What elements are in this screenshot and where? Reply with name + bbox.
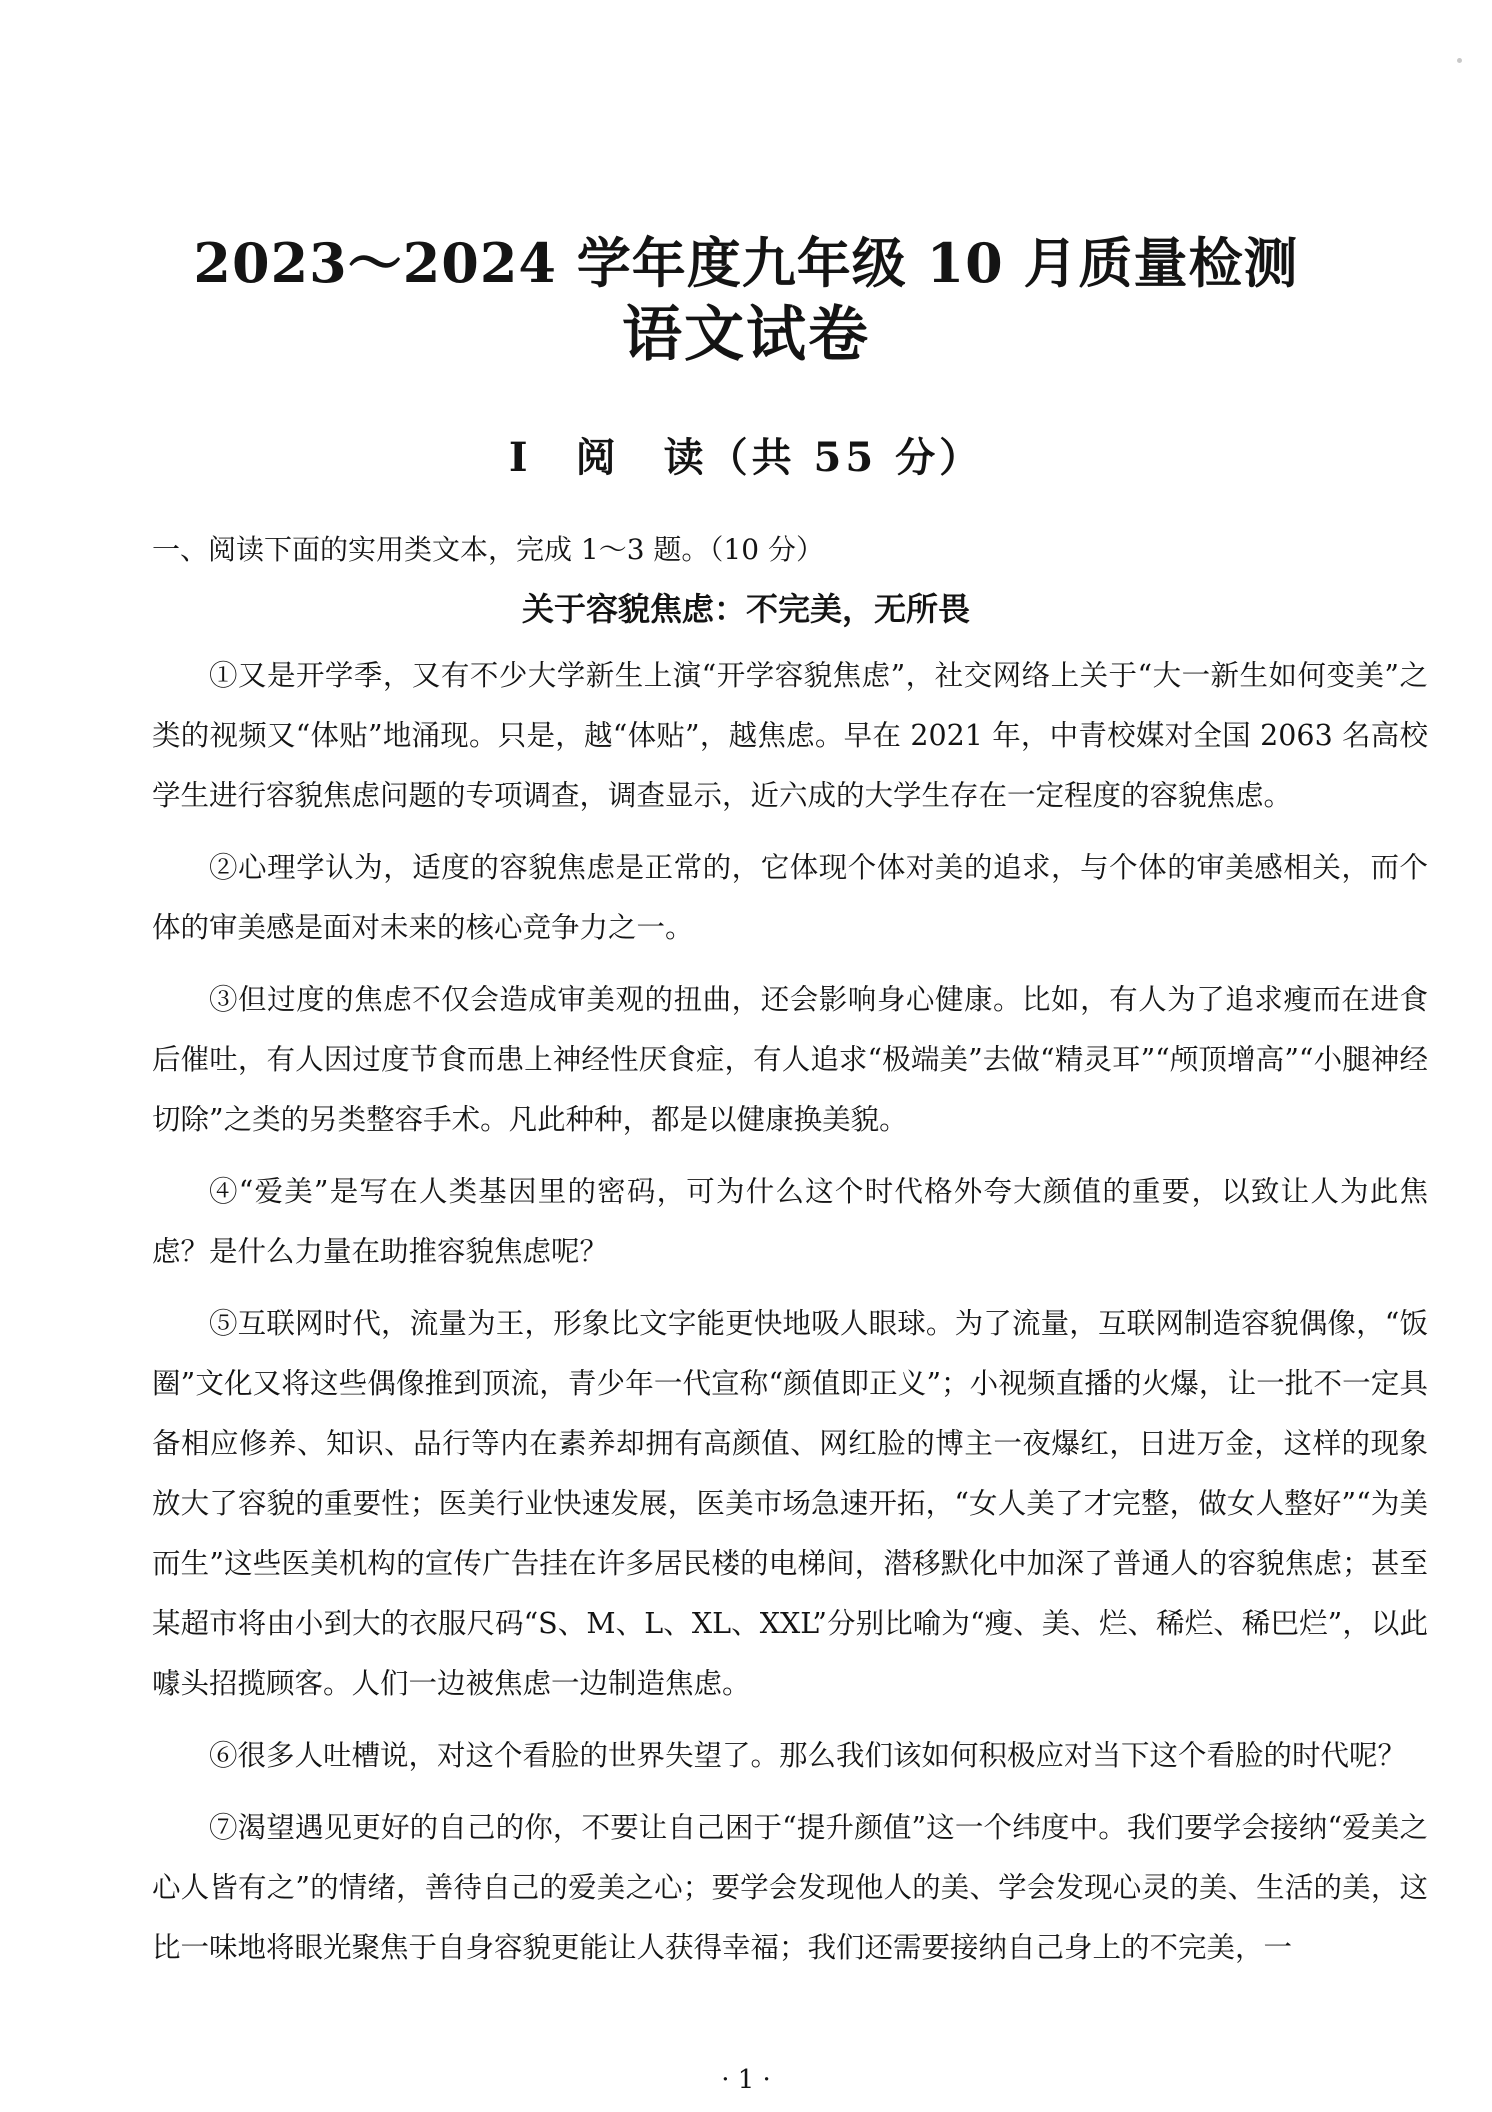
article-title: 关于容貌焦虑：不完美，无所畏 [521,590,970,628]
paragraph-2: ②心理学认为，适度的容貌焦虑是正常的，它体现个体对美的追求，与个体的审美感相关，而个体的审美感是面对未来的核心竞争力之一。 [152,851,1428,944]
scan-speck [1457,58,1462,63]
paragraph-7: ⑦渴望遇见更好的自己的你，不要让自己困于“提升颜值”这一个纬度中。我们要学会接纳“爱美之心人皆有之”的情绪，善待自己的爱美之心；要学会发现他人的美、学会发现心灵的美、生活的美，这比一味地将眼光聚焦于自身容貌更能让人获得幸福；我们还需要接纳自己身上的不完美，一 [152,1811,1428,1964]
paragraph-4: ④“爱美”是写在人类基因里的密码，可为什么这个时代格外夸大颜值的重要，以致让人为此焦虑？是什么力量在助推容貌焦虑呢？ [152,1175,1428,1268]
paragraph-6: ⑥很多人吐槽说，对这个看脸的世界失望了。那么我们该如何积极应对当下这个看脸的时代呢？ [209,1739,1407,1772]
paragraph-5: ⑤互联网时代，流量为王，形象比文字能更快地吸人眼球。为了流量，互联网制造容貌偶像，“饭圈”文化又将这些偶像推到顶流，青少年一代宣称“颜值即正义”；小视频直播的火爆，让一批不一定具备相应修养、知识、品行等内在素养却拥有高颜值、网红脸的博主一夜爆红，日进万金，这样的现象放大了容貌的重要性；医美行业快速发展，医美市场急速开拓，“女人美了才完整，做女人整好”“为美而生”这些医美机构的宣传广告挂在许多居民楼的电梯间，潜移默化中加深了普通人的容貌焦虑；甚至某超市将由小到大的衣服尺码“S、M、L、XL、XXL”分别比喻为“瘦、美、烂、稀烂、稀巴烂”，以此噱头招揽顾客。人们一边被焦虑一边制造焦虑。 [152,1307,1428,1700]
exam-title: 2023～2024 学年度九年级 10 月质量检测 [193,231,1299,295]
paragraph-1: ①又是开学季，又有不少大学新生上演“开学容貌焦虑”，社交网络上关于“大一新生如何变美”之类的视频又“体贴”地涌现。只是，越“体贴”，越焦虑。早在 2021 年，中青校媒对全国 2063 名高校学生进行容貌焦虑问题的专项调查，调查显示，近六成的大学生存在一定程度的容貌焦虑。 [152,659,1428,812]
exam-subtitle: 语文试卷 [622,300,870,370]
page-number: · 1 · [721,2065,771,2095]
paragraph-3: ③但过度的焦虑不仅会造成审美观的扭曲，还会影响身心健康。比如，有人为了追求瘦而在进食后催吐，有人因过度节食而患上神经性厌食症，有人追求“极端美”去做“精灵耳”“颅顶增高”“小腿神经切除”之类的另类整容手术。凡此种种，都是以健康换美貌。 [152,983,1428,1136]
part-heading: Ⅰ 阅 读（共 55 分） [508,434,984,481]
section-instruction: 一、阅读下面的实用类文本，完成 1～3 题。（10 分） [152,533,824,566]
article-body [152,646,1428,1990]
